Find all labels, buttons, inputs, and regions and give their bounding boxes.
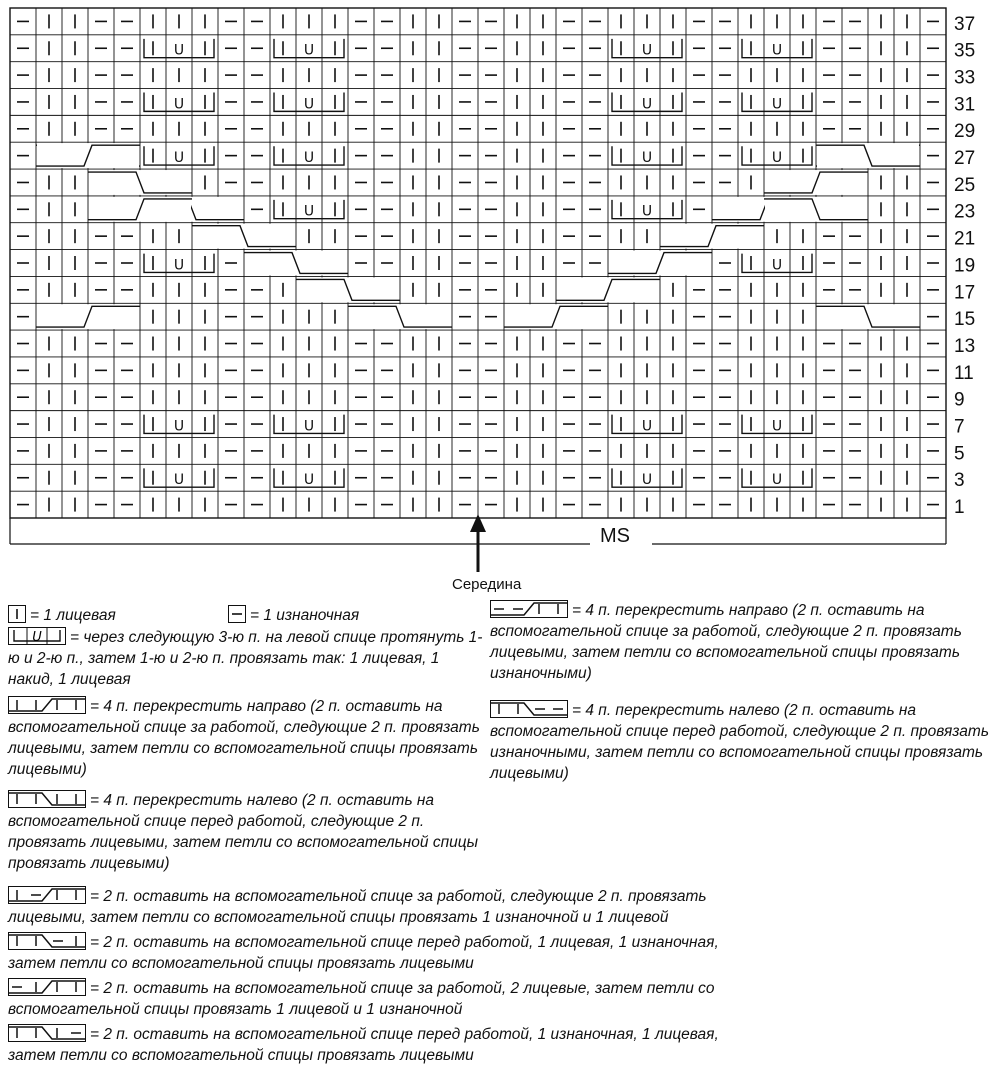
pull-over-u: U [303,42,315,59]
pull-over-u: U [641,472,653,489]
cable-left-purl-icon [490,700,568,718]
cable-left-purl-knit-icon [8,1024,86,1042]
legend-cross-right-purl: = 4 п. перекрестить направо (2 п. оставить на вспомогательной спице за работой, следующие 2 п. провязать лицевыми, затем петли со вспомогательной спицы провязать изнаночными) [490,602,962,682]
pull-over-u: U [771,96,783,113]
legend-cable-11: = 2 п. оставить на вспомогательной спице перед работой, 1 изнаночная, 1 лицевая, затем петли со вспомогательной спицы провязать лицевыми [8,1026,719,1064]
pull-over-u: U [303,418,315,435]
knit-symbol-icon [8,605,26,623]
purl-symbol-icon [228,605,246,623]
legend-cable-10: = 2 п. оставить на вспомогательной спице за работой, 2 лицевые, затем петли со вспомогательной спицы провязать 1 лицевой и 1 изнаночной [8,980,715,1018]
row-number: 31 [954,94,976,116]
pull-over-u: U [771,472,783,489]
pull-over-u: U [771,257,783,274]
cable-left-4-icon [8,790,86,808]
row-number: 19 [954,255,976,277]
legend-cable-9: = 2 п. оставить на вспомогательной спице перед работой, 1 лицевая, 1 изнаночная, затем петли со вспомогательной спицы провязать лицевыми [8,934,719,972]
pull-over-u: U [303,96,315,113]
pull-over-u: U [771,150,783,167]
pull-over-u: U [641,203,653,220]
legend-cross-left-knit: = 4 п. перекрестить налево (2 п. оставить на вспомогательной спице перед работой, следующие 2 п. провязать лицевыми, затем петли со вспомогательной спицы провязать лицевыми) [8,792,478,872]
row-number: 17 [954,282,976,304]
row-number: 27 [954,148,976,170]
cable-left-knit-purl-icon [8,932,86,950]
pull-over-symbol-icon [8,627,66,645]
pull-over-u: U [771,42,783,59]
row-number: 5 [954,443,965,465]
cable-right-purl-icon [490,600,568,618]
row-number: 25 [954,174,976,196]
pull-over-u: U [303,203,315,220]
pull-over-u: U [641,96,653,113]
row-number: 7 [954,416,965,438]
row-number: 37 [954,13,976,35]
legend-pull-over: U = через следующую 3-ю п. на левой спице протянуть 1-ю и 2-ю п., затем 1-ю и 2-ю п. провязать так: 1 лицевая, 1 накид, 1 лицевая [8,629,483,688]
row-number: 35 [954,40,976,62]
legend-cable-8: = 2 п. оставить на вспомогательной спице за работой, следующие 2 п. провязать лицевыми, затем петли со вспомогательной спицы провязать 1 изнаночной и 1 лицевой [8,888,707,926]
pull-over-u: U [173,257,185,274]
legend-cross-right-knit: = 4 п. перекрестить направо (2 п. оставить на вспомогательной спице за работой, следующие 2 п. провязать лицевыми, затем петли со вспомогательной спицы провязать лицевыми) [8,698,480,778]
pull-over-u: U [173,472,185,489]
row-number: 23 [954,201,976,223]
legend [0,600,994,1080]
row-number: 1 [954,497,965,518]
legend-purl: = 1 изнаночная [228,605,468,626]
pull-over-u: U [641,150,653,167]
pull-over-u: U [641,418,653,435]
row-number: 33 [954,67,976,89]
pull-over-u: U [771,418,783,435]
row-number: 15 [954,309,976,331]
row-number: 13 [954,335,976,357]
cable-right-purl-knit-icon [8,978,86,996]
center-label: Середина [452,576,522,593]
row-number: 21 [954,228,976,250]
legend-cross-left-purl: = 4 п. перекрестить налево (2 п. оставить на вспомогательной спице перед работой, следующие 2 п. провязать изнаночными, затем петли со вспомогательной спицы провязать лицевыми) [490,702,989,782]
row-number: 3 [954,470,965,492]
pull-over-u: U [303,472,315,489]
row-number: 11 [954,362,974,384]
cable-right-4-icon [8,696,86,714]
row-number: 29 [954,121,976,143]
row-number: 9 [954,389,965,411]
pull-over-u: U [173,418,185,435]
pull-over-u: U [173,150,185,167]
pull-over-u: U [641,42,653,59]
cable-right-knit-purl-icon [8,886,86,904]
ms-label: MS [596,525,634,548]
svg-text:U: U [32,630,42,645]
pull-over-u: U [303,150,315,167]
legend-knit: = 1 лицевая [8,605,218,626]
pull-over-u: U [173,42,185,59]
pull-over-u: U [173,96,185,113]
